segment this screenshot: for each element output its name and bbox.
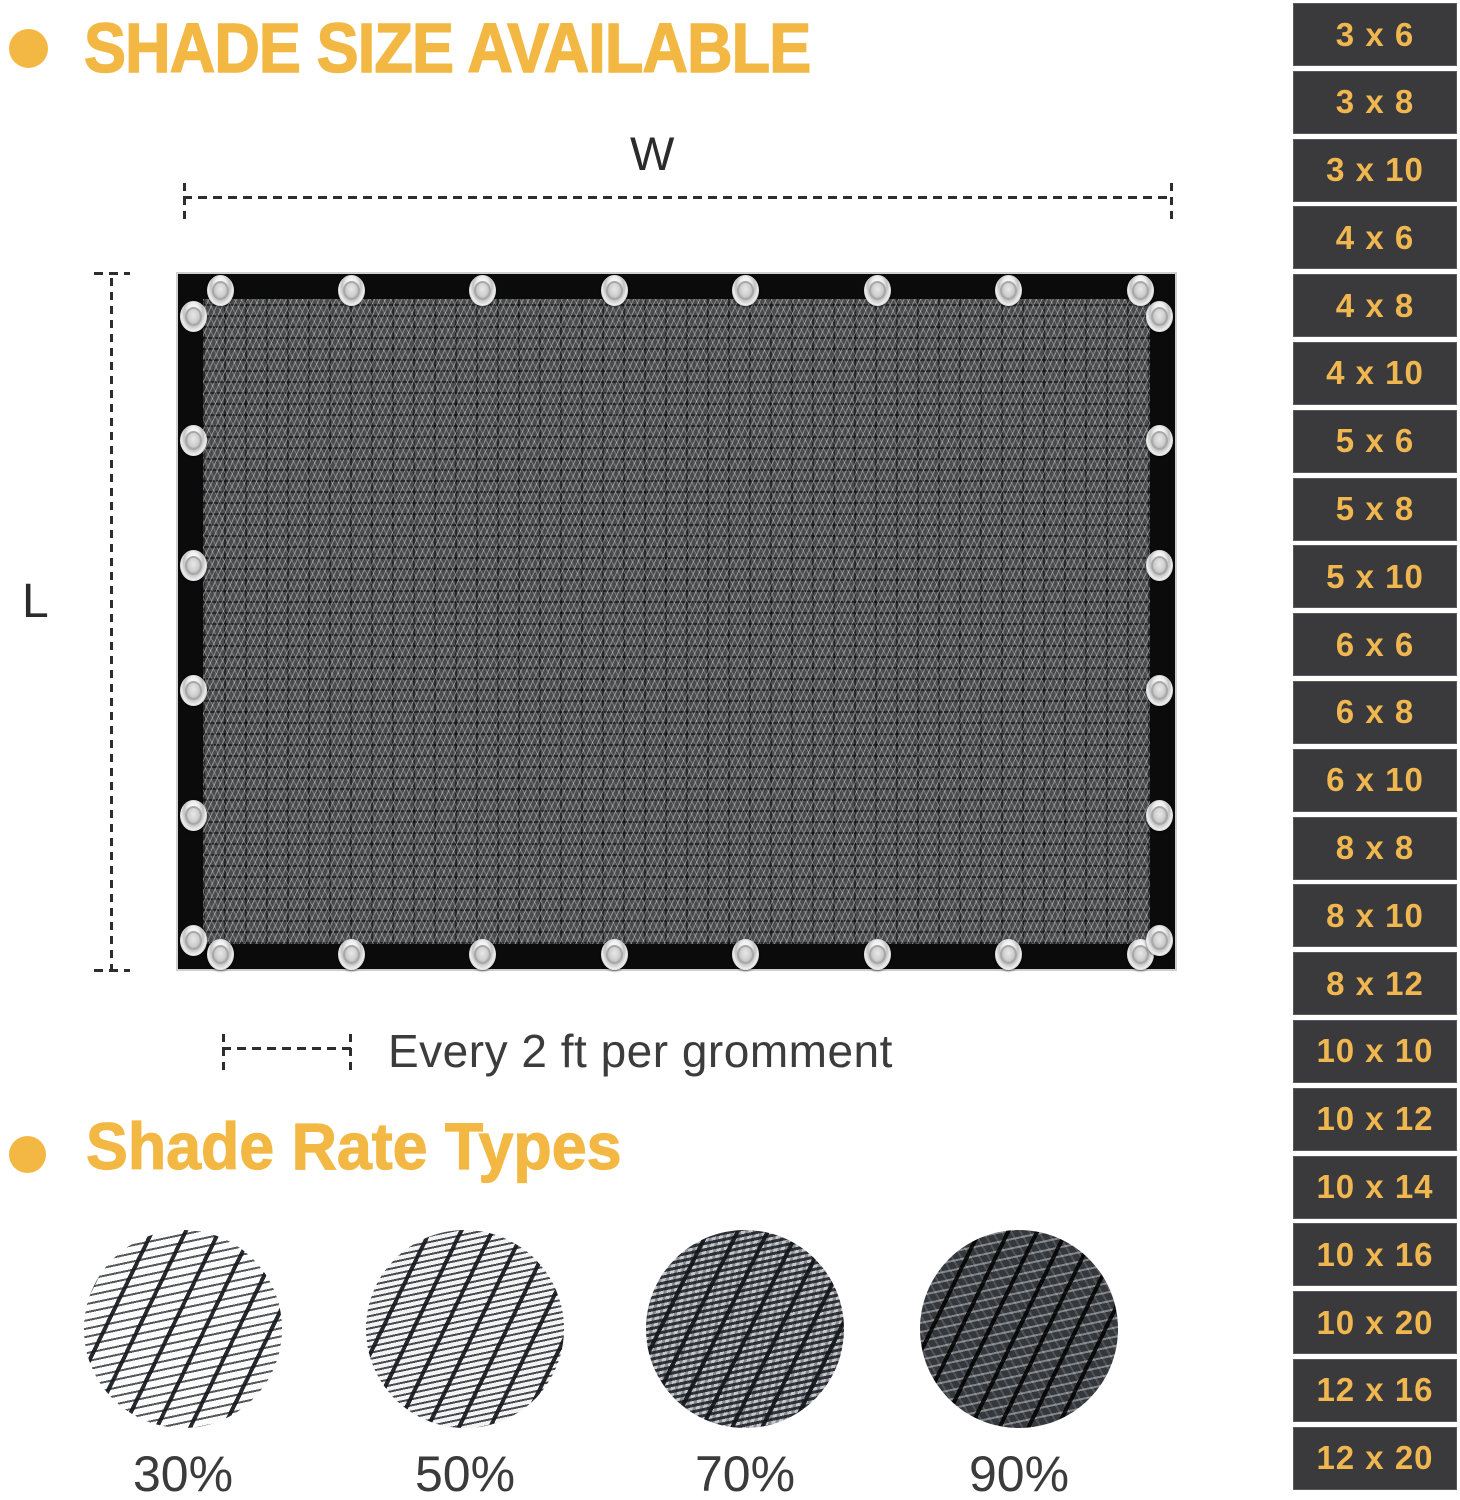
size-option: 5 x 8 [1293,478,1457,541]
size-option: 4 x 6 [1293,206,1457,269]
grommet-hole-icon [1151,431,1168,450]
size-section-title: SHADE SIZE AVAILABLE [84,9,811,87]
grommet-icon [207,939,234,970]
size-option: 12 x 20 [1293,1427,1457,1490]
dimension-tick-icon [94,969,130,972]
grommet-icon [1146,925,1173,956]
dimension-line [183,196,1173,199]
grommet-icon [338,939,365,970]
grommet-icon [995,939,1022,970]
size-option: 4 x 8 [1293,274,1457,337]
grommet-icon [1146,301,1173,332]
grommet-hole-icon [737,945,754,964]
bullet-icon [9,29,48,68]
grommet-icon [1146,800,1173,831]
grommet-hole-icon [185,431,202,450]
grommet-icon [732,939,759,970]
grommet-icon [995,275,1022,306]
grommet-icon [601,939,628,970]
grommet-hole-icon [606,281,623,300]
grommet-hole-icon [343,945,360,964]
shade-rate-label: 70% [694,1446,796,1500]
size-option: 6 x 8 [1293,681,1457,744]
shade-net-illustration [178,274,1175,969]
grommet-icon [180,925,207,956]
size-option: 10 x 12 [1293,1088,1457,1151]
grommet-icon [1146,675,1173,706]
shade-rate-label: 30% [132,1446,234,1500]
grommet-hole-icon [185,931,202,950]
length-dimension-label: L [22,575,49,628]
grommet-hole-icon [1151,681,1168,700]
width-dimension-label: W [630,127,675,180]
size-option: 4 x 10 [1293,342,1457,405]
grommet-hole-icon [1000,281,1017,300]
size-option: 12 x 16 [1293,1359,1457,1422]
grommet-icon [180,425,207,456]
size-option: 5 x 10 [1293,545,1457,608]
shade-rate-swatch-90 [920,1230,1118,1428]
size-option: 10 x 14 [1293,1156,1457,1219]
grommet-icon [1146,425,1173,456]
grommet-hole-icon [869,945,886,964]
size-option: 3 x 6 [1293,3,1457,66]
size-option: 10 x 10 [1293,1020,1457,1083]
grommet-hole-icon [1000,945,1017,964]
grommet-icon [732,275,759,306]
size-list [1293,3,1457,1490]
grommet-note: Every 2 ft per gromment [388,1025,893,1077]
grommet-icon [207,275,234,306]
grommet-hole-icon [869,281,886,300]
grommet-icon [338,275,365,306]
shade-rate-swatch-70 [646,1230,844,1428]
size-option: 8 x 8 [1293,817,1457,880]
shade-rate-swatch-50 [366,1230,564,1428]
shade-rate-label: 90% [968,1446,1070,1500]
grommet-icon [1146,550,1173,581]
grommet-hole-icon [1151,806,1168,825]
bullet-icon [9,1136,46,1173]
grommet-hole-icon [343,281,360,300]
grommet-spacing-bracket [222,1028,352,1070]
grommet-hole-icon [474,281,491,300]
grommet-hole-icon [606,945,623,964]
grommet-hole-icon [1151,556,1168,575]
size-option: 3 x 10 [1293,139,1457,202]
grommet-icon [469,275,496,306]
size-option: 6 x 10 [1293,749,1457,812]
width-dimension-line [183,177,1173,219]
dimension-line [110,272,113,972]
grommet-icon [180,675,207,706]
grommet-hole-icon [185,806,202,825]
grommet-hole-icon [185,681,202,700]
grommet-hole-icon [212,945,229,964]
shade-rate-label: 50% [414,1446,516,1500]
size-option: 5 x 6 [1293,410,1457,473]
rate-section-title: Shade Rate Types [86,1109,622,1183]
grommet-hole-icon [212,281,229,300]
dimension-tick-icon [1170,177,1173,219]
grommet-hole-icon [185,556,202,575]
size-option: 10 x 20 [1293,1291,1457,1354]
grommet-icon [180,550,207,581]
size-option: 8 x 10 [1293,884,1457,947]
shade-rate-swatch-30 [84,1230,282,1428]
size-option: 6 x 6 [1293,613,1457,676]
size-option: 10 x 16 [1293,1223,1457,1286]
grommet-hole-icon [474,945,491,964]
length-dimension-line [94,272,130,972]
grommet-icon [469,939,496,970]
grommet-icon [180,800,207,831]
grommet-icon [1127,275,1154,306]
grommet-hole-icon [1151,931,1168,950]
grommet-hole-icon [1132,281,1149,300]
grommet-icon [864,275,891,306]
grommet-icon [601,275,628,306]
grommet-icon [864,939,891,970]
grommet-hole-icon [1132,945,1149,964]
size-option: 8 x 12 [1293,952,1457,1015]
dimension-tick-icon [349,1028,352,1070]
dimension-line [222,1047,352,1050]
grommet-hole-icon [1151,307,1168,326]
grommet-icon [180,301,207,332]
grommet-hole-icon [737,281,754,300]
size-option: 3 x 8 [1293,71,1457,134]
mesh-texture [203,299,1150,944]
grommet-hole-icon [185,307,202,326]
